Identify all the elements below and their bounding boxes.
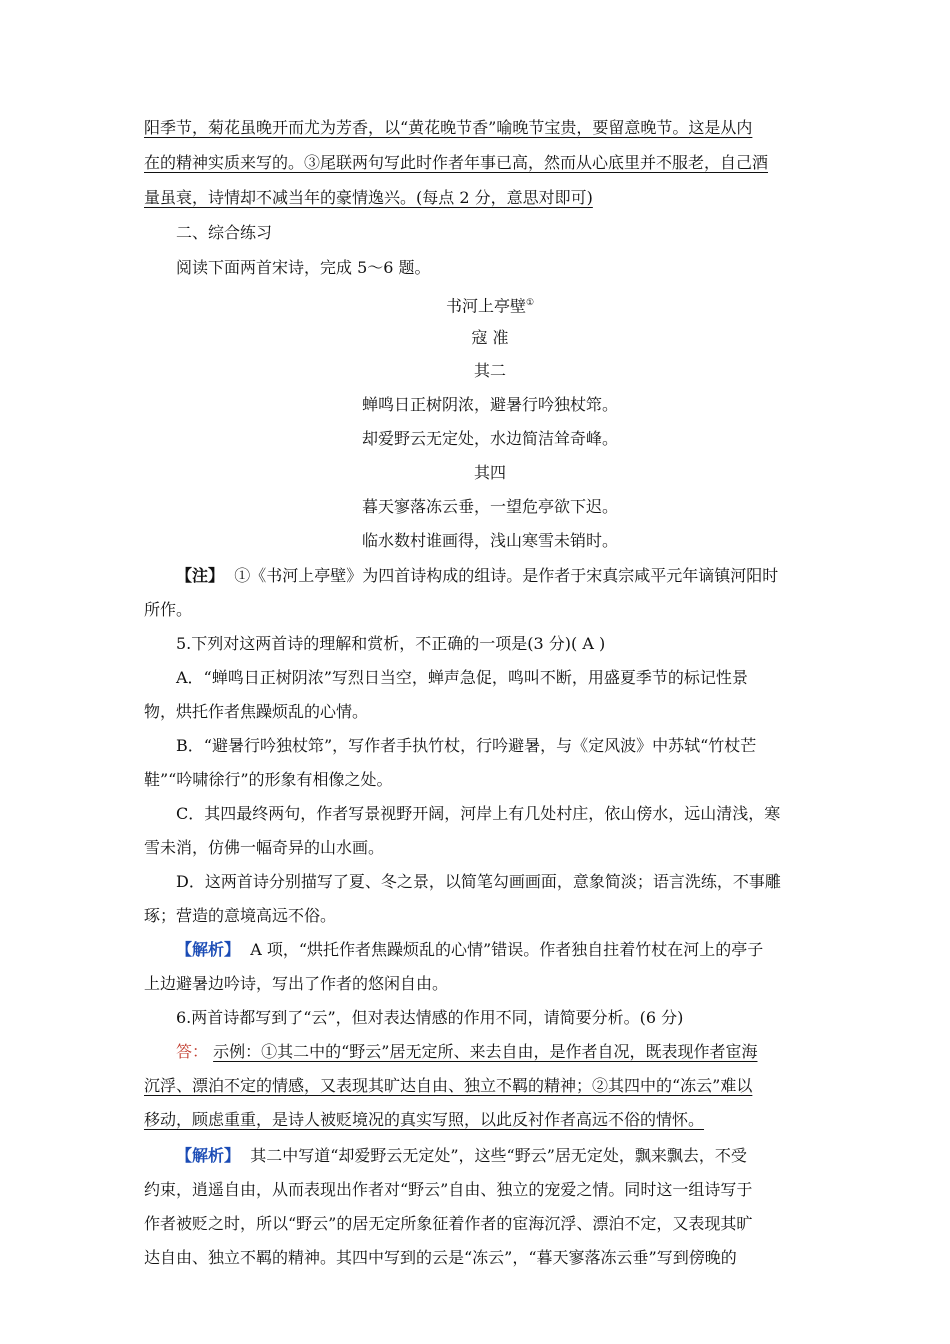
q6-analysis-line-3: 作者被贬之时，所以“野云”的居无定所象征着作者的宦海沉浮、漂泊不定，又表现其旷: [144, 1214, 753, 1233]
q5-analysis-line-2: 上边避暑边吟诗，写出了作者的悠闲自由。: [144, 974, 449, 993]
q5-analysis-line-1: [176, 940, 763, 960]
q6-analysis-text-1: 其二中写道“却爱野云无定处”，这些“野云”居无定处，飘来飘去，不受: [250, 1146, 747, 1165]
poem-title: [0, 293, 950, 316]
poem-note-mark: ①: [525, 298, 535, 308]
section-heading: 二、综合练习: [176, 223, 273, 242]
q6-answer-line-3: 移动，顾虑重重，是诗人被贬境况的真实写照，以此反衬作者高远不俗的情怀。: [144, 1110, 705, 1129]
q5-stem: 5.下列对这两首诗的理解和赏析，不正确的一项是(3 分)( A ): [176, 634, 606, 653]
q5-option-c-line-2: 雪未消，仿佛一幅奇异的山水画。: [144, 838, 385, 857]
q6-stem: 6.两首诗都写到了“云”，但对表达情感的作用不同，请简要分析。(6 分): [176, 1008, 684, 1027]
q5-option-a-line-2: 物，烘托作者焦躁烦乱的心情。: [144, 702, 369, 721]
q5-option-a-line-1: A．“蝉鸣日正树阴浓”写烈日当空，蝉声急促，鸣叫不断，用盛夏季节的标记性景: [176, 668, 748, 687]
q5-option-b-line-1: B．“避暑行吟独杖筇”，写作者手执竹杖，行吟避暑，与《定风波》中苏轼“竹杖芒: [176, 736, 757, 755]
q6-answer-line-1: [176, 1042, 757, 1062]
poem-title-text: 书河上亭壁: [445, 296, 526, 316]
poem-part4-line-2: 临水数村谁画得，浅山寒雪未销时。: [361, 531, 618, 550]
q5-option-d-line-1: D．这两首诗分别描写了夏、冬之景，以简笔勾画画面，意象简淡；语言洗练，不事雕: [176, 872, 781, 891]
note-text-1: ①《书河上亭壁》为四首诗构成的组诗。是作者于宋真宗咸平元年谪镇河阳时: [234, 566, 779, 585]
poem-part2-line-2: 却爱野云无定处，水边简洁耸奇峰。: [361, 429, 618, 448]
continuation-line-2: 在的精神实质来写的。③尾联两句写此时作者年事已高，然而从心底里并不服老，自己酒: [144, 153, 769, 172]
poem-author: 寇 准: [471, 328, 509, 347]
q6-answer-label: 答：: [176, 1042, 209, 1061]
q6-answer-line-2: 沉浮、漂泊不定的情感，又表现其旷达自由、独立不羁的精神；②其四中的“冻云”难以: [144, 1076, 753, 1095]
q6-answer-text-1: 示例：①其二中的“野云”居无定所、来去自由，是作者自况，既表现作者宦海: [213, 1042, 758, 1061]
q5-option-b-line-2: 鞋”“吟啸徐行”的形象有相像之处。: [144, 770, 393, 789]
q6-analysis-line-4: 达自由、独立不羁的精神。其四中写到的云是“冻云”，“暮天寥落冻云垂”写到傍晚的: [144, 1248, 737, 1267]
poem-part2-line-1: 蝉鸣日正树阴浓，避暑行吟独杖筇。: [361, 395, 618, 414]
note-label: 【注】: [176, 566, 225, 585]
q6-analysis-label: 【解析】: [176, 1146, 241, 1165]
note-line-1: [176, 566, 778, 586]
q5-analysis-label: 【解析】: [176, 940, 241, 959]
note-line-2: 所作。: [144, 600, 193, 619]
poem-part2-title: 其二: [473, 361, 506, 380]
q6-analysis-line-2: 约束，逍遥自由，从而表现出作者对“野云”自由、独立的宠爱之情。同时这一组诗写于: [144, 1180, 753, 1199]
poem-part4-line-1: 暮天寥落冻云垂，一望危亭欲下迟。: [361, 497, 618, 516]
q6-analysis-line-1: [176, 1146, 747, 1166]
q5-option-d-line-2: 琢；营造的意境高远不俗。: [144, 906, 337, 925]
continuation-line-3: 量虽衰，诗情却不减当年的豪情逸兴。(每点 2 分，意思对即可): [144, 188, 593, 207]
continuation-line-1: 阳季节，菊花虽晚开而尤为芳香，以“黄花晚节香”喻晚节宝贵，要留意晚节。这是从内: [144, 118, 753, 137]
q5-option-c-line-1: C．其四最终两句，作者写景视野开阔，河岸上有几处村庄，依山傍水，远山清浅，寒: [176, 804, 781, 823]
q5-analysis-text-1: A 项，“烘托作者焦躁烦乱的心情”错误。作者独自拄着竹杖在河上的亭子: [250, 940, 764, 959]
poem-part4-title: 其四: [473, 463, 506, 482]
section-instruction: 阅读下面两首宋诗，完成 5～6 题。: [176, 258, 431, 277]
